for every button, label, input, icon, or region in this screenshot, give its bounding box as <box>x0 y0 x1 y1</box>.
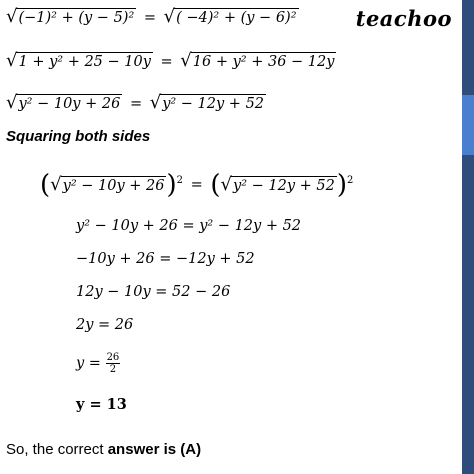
radical-right: √ y² − 12y + 52 <box>149 92 265 113</box>
fraction-denominator: 2 <box>109 364 117 375</box>
teachoo-logo: teachoo <box>355 6 452 31</box>
conclusion <box>6 441 201 458</box>
radicand: y² − 12y + 52 <box>162 96 265 112</box>
radicand: y² − 10y + 26 <box>18 96 121 112</box>
equation-line-2: √ 1 + y² + 25 − 10y = √ 16 + y² + 36 − 12y <box>6 50 335 71</box>
fraction <box>106 352 121 375</box>
radicand: 1 + y² + 25 − 10y <box>18 54 151 70</box>
conclusion-answer: answer is (A) <box>107 441 202 458</box>
equation-line-1: √ (−1)² + (y − 5)² = √ ( −4)² + (y − 6)² <box>6 6 297 27</box>
radical-right: √ y² − 12y + 52 <box>220 173 335 195</box>
radical-left: √ (−1)² + (y − 5)² <box>6 6 135 27</box>
radicand: y² − 12y + 52 <box>233 177 335 194</box>
exponent: 2 <box>347 175 354 187</box>
fraction-numerator: 26 <box>106 352 120 363</box>
equation-line-3: √ y² − 10y + 26 = √ y² − 12y + 52 <box>6 92 265 113</box>
exponent: 2 <box>176 175 184 187</box>
radical-left: √ y² − 10y + 26 <box>6 92 121 113</box>
conclusion-prefix: So, the correct <box>6 441 108 458</box>
section-heading: Squaring both sides <box>6 128 151 145</box>
fraction-step <box>76 352 120 375</box>
radicand: ( −4)² + (y − 6)² <box>176 10 297 26</box>
final-result: y = 13 <box>76 396 127 413</box>
equation-step: −10y + 26 = −12y + 52 <box>76 251 255 267</box>
squared-equation: ( √ y² − 10y + 26 )$^2$ = ( √ y² − 12y + 52 )$^2$ <box>40 170 354 200</box>
accent-highlight <box>462 95 474 155</box>
radical-left: √ y² − 10y + 26 <box>50 173 165 195</box>
radicand: (−1)² + (y − 5)² <box>18 10 135 26</box>
radical-right: √ ( −4)² + (y − 6)² <box>163 6 297 27</box>
radical-left: √ 1 + y² + 25 − 10y <box>6 50 151 71</box>
radicand: 16 + y² + 36 − 12y <box>192 54 335 70</box>
equation-step: y² − 10y + 26 = y² − 12y + 52 <box>76 218 302 234</box>
accent-bar <box>462 0 474 474</box>
fraction-lhs: y = <box>76 355 101 372</box>
equation-step: 12y − 10y = 52 − 26 <box>76 284 231 300</box>
radicand: y² − 10y + 26 <box>62 177 165 194</box>
radical-right: √ 16 + y² + 36 − 12y <box>180 50 335 71</box>
equation-step: 2y = 26 <box>76 317 134 333</box>
